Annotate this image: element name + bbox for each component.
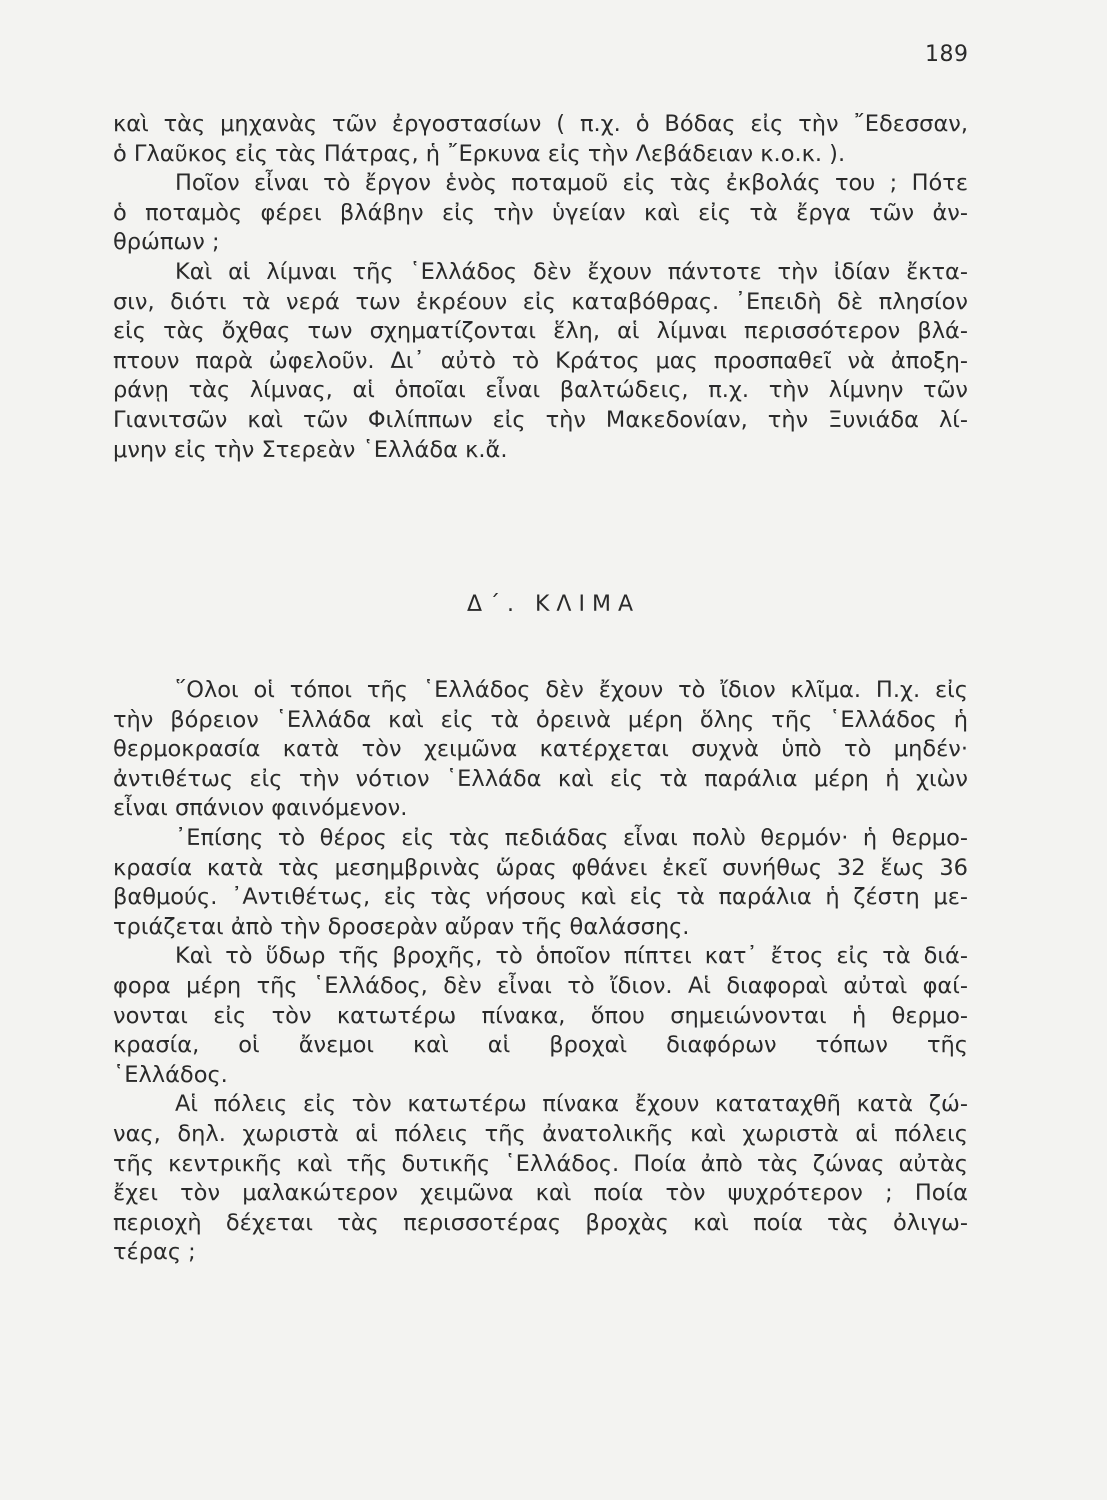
text-line: κρασία, οἱ ἄνεμοι καὶ αἱ βροχαὶ διαφόρων τόπων τῆς [113, 1032, 968, 1059]
paragraph [113, 942, 968, 1090]
text-line: τῆς κεντρικῆς καὶ τῆς δυτικῆς ῾Ελλάδος. Ποία ἀπὸ τὰς ζώνας αὐτὰς [113, 1150, 968, 1177]
text-line: Καὶ τὸ ὕδωρ τῆς βροχῆς, τὸ ὁποῖον πίπτει κατ᾿ ἔτος εἰς τὰ διά- [175, 943, 968, 970]
text-line: φορα μέρη τῆς ῾Ελλάδος, δὲν εἶναι τὸ ἴδιον. Αἱ διαφοραὶ αὐταὶ φαί- [113, 972, 968, 999]
text-line: τριάζεται ἀπὸ τὴν δροσερὰν αὔραν τῆς θαλάσσης. [113, 913, 690, 940]
text-line: πτουν παρὰ ὠφελοῦν. Δι᾿ αὐτὸ τὸ Κράτος μας προσπαθεῖ νὰ ἀποξη- [113, 347, 968, 374]
text-line: σιν, διότι τὰ νερά των ἐκρέουν εἰς καταβόθρας. ᾿Επειδὴ δὲ πλησίον [113, 288, 968, 315]
text-line: Ποῖον εἶναι τὸ ἔργον ἑνὸς ποταμοῦ εἰς τὰς ἐκβολάς του ; Πότε [175, 170, 968, 197]
text-line: ὁ ποταμὸς φέρει βλάβην εἰς τὴν ὑγείαν καὶ εἰς τὰ ἔργα τῶν ἀν- [113, 199, 968, 226]
text-block-bottom [113, 676, 968, 1268]
text-line: εἰς τὰς ὄχθας των σχηματίζονται ἕλη, αἱ λίμναι περισσότερον βλά- [113, 318, 968, 345]
text-line: ἀντιθέτως εἰς τὴν νότιον ῾Ελλάδα καὶ εἰς τὰ παράλια μέρη ἡ χιὼν [113, 765, 968, 792]
text-line: Αἱ πόλεις εἰς τὸν κατωτέρω πίνακα ἔχουν καταταχθῆ κατὰ ζώ- [175, 1091, 968, 1118]
text-line: Γιανιτσῶν καὶ τῶν Φιλίππων εἰς τὴν Μακεδονίαν, τὴν Ξυνιάδα λί- [113, 406, 968, 433]
text-line: καὶ τὰς μηχανὰς τῶν ἐργοστασίων ( π.χ. ὁ Βόδας εἰς τὴν ῎Εδεσσαν, [113, 111, 968, 137]
text-line: νονται εἰς τὸν κατωτέρω πίνακα, ὅπου σημειώνονται ἡ θερμο- [113, 1002, 968, 1029]
text-line: τὴν βόρειον ῾Ελλάδα καὶ εἰς τὰ ὀρεινὰ μέρη ὅλης τῆς ῾Ελλάδος ἡ [113, 706, 968, 733]
paragraph [113, 258, 968, 465]
text-line: τέρας ; [113, 1239, 196, 1266]
text-line: Καὶ αἱ λίμναι τῆς ῾Ελλάδος δὲν ἔχουν πάντοτε τὴν ἰδίαν ἔκτα- [175, 258, 968, 285]
text-line: κρασία κατὰ τὰς μεσημβρινὰς ὥρας φθάνει ἐκεῖ συνήθως 32 ἕως 36 [113, 854, 968, 881]
text-block-top [113, 110, 968, 465]
text-line: νας, δηλ. χωριστὰ αἱ πόλεις τῆς ἀνατολικῆς καὶ χωριστὰ αἱ πόλεις [113, 1120, 968, 1147]
paragraph [113, 676, 968, 824]
page-number: 189 [925, 42, 969, 67]
paragraph [113, 824, 968, 942]
text-line: θρώπων ; [113, 229, 220, 256]
text-line: περιοχὴ δέχεται τὰς περισσοτέρας βροχὰς καὶ ποία τὰς ὀλιγω- [113, 1209, 968, 1236]
text-line: θερμοκρασία κατὰ τὸν χειμῶνα κατέρχεται συχνὰ ὑπὸ τὸ μηδέν· [113, 736, 968, 763]
text-line: ῞Ολοι οἱ τόποι τῆς ῾Ελλάδος δὲν ἔχουν τὸ ἴδιον κλῖμα. Π.χ. εἰς [175, 677, 968, 703]
text-line: βαθμούς. ᾿Αντιθέτως, εἰς τὰς νήσους καὶ εἰς τὰ παράλια ἡ ζέστη με- [113, 884, 968, 911]
paragraph [113, 169, 968, 258]
section-heading: Δ΄. ΚΛΙΜΑ [466, 592, 641, 617]
text-line: ράνῃ τὰς λίμνας, αἱ ὁποῖαι εἶναι βαλτώδεις, π.χ. τὴν λίμνην τῶν [113, 377, 968, 404]
text-line: ῾Ελλάδος. [113, 1061, 228, 1088]
text-line: ὁ Γλαῦκος εἰς τὰς Πάτρας, ἡ ῎Ερκυνα εἰς τὴν Λεβάδειαν κ.ο.κ. ). [113, 140, 846, 167]
text-line: μνην εἰς τὴν Στερεὰν ῾Ελλάδα κ.ἄ. [113, 436, 508, 463]
text-line: εἶναι σπάνιον φαινόμενον. [113, 795, 408, 822]
paragraph [113, 110, 968, 169]
text-line: ᾿Επίσης τὸ θέρος εἰς τὰς πεδιάδας εἶναι πολὺ θερμόν· ἡ θερμο- [175, 824, 968, 851]
paragraph [113, 1090, 968, 1268]
text-line: ἔχει τὸν μαλακώτερον χειμῶνα καὶ ποία τὸν ψυχρότερον ; Ποία [113, 1180, 968, 1207]
